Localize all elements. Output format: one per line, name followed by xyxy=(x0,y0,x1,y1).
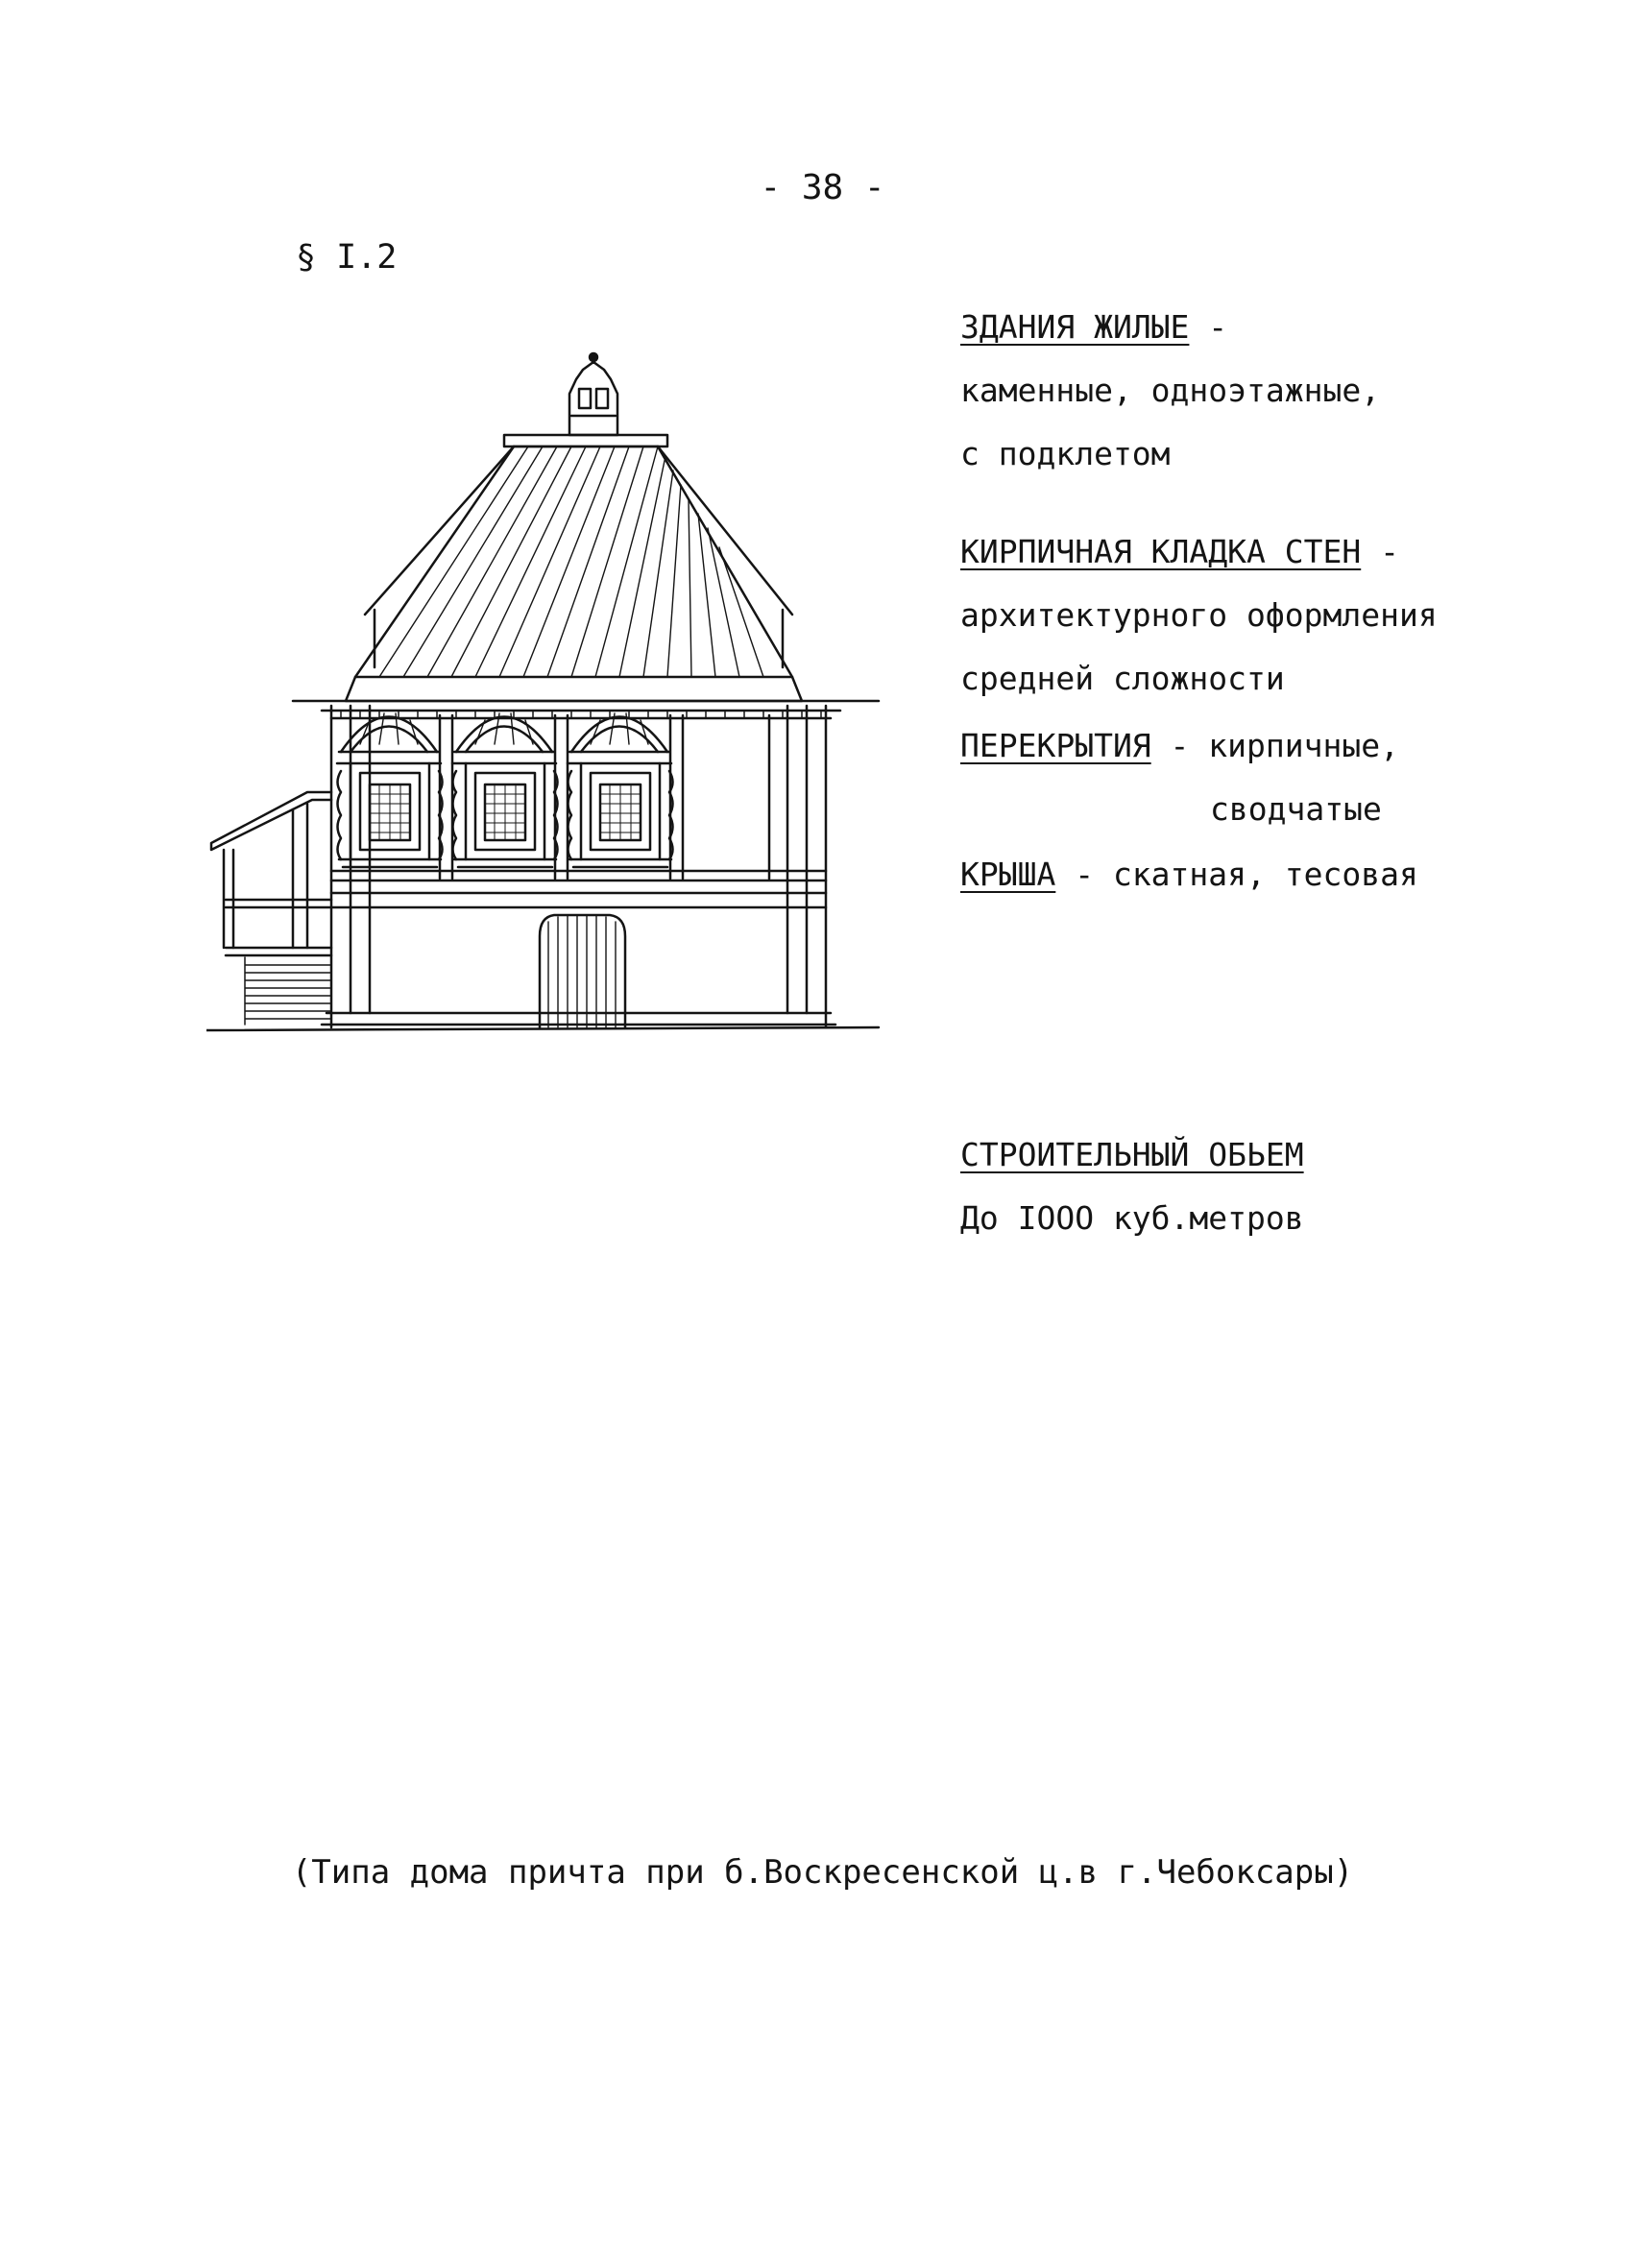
cupola-openings xyxy=(571,389,616,416)
volume-value: До IOOO куб.метров xyxy=(960,1199,1304,1237)
spec-heading-line xyxy=(960,520,1575,584)
page-number: - 38 - xyxy=(760,168,885,207)
window-right xyxy=(568,713,673,867)
ground-line xyxy=(206,1027,879,1030)
spec-heading: ПЕРЕКРЫТИЯ xyxy=(960,727,1151,764)
side-porch-stairs xyxy=(245,957,331,1025)
side-porch-roof xyxy=(211,792,331,850)
figure-caption: (Типа дома причта при б.Воскресенской ц.в г.Чебоксары) xyxy=(291,1853,1354,1892)
roof-slope xyxy=(355,446,792,677)
cupola-finial xyxy=(590,353,597,361)
spec-heading-line xyxy=(960,296,1575,359)
volume-heading: СТРОИТЕЛЬНЫЙ ОБЬЕМ xyxy=(960,1136,1304,1173)
window-center xyxy=(452,713,558,867)
window-pilasters xyxy=(440,715,769,879)
spec-line: каменные, одноэтажные, xyxy=(960,372,1381,409)
roof-outline xyxy=(346,677,802,701)
side-porch-rail xyxy=(226,900,331,955)
section-number: § I.2 xyxy=(296,238,398,277)
building-specifications xyxy=(960,296,1575,906)
spec-floors xyxy=(960,714,1575,841)
window-left xyxy=(337,713,443,867)
spec-heading-tail: - xyxy=(1189,308,1228,346)
floor-band xyxy=(331,871,826,907)
roof-boards xyxy=(379,446,763,677)
cellar-door xyxy=(540,915,625,1027)
spec-masonry xyxy=(960,520,1575,711)
house-elevation-drawing xyxy=(206,341,898,1042)
spec-heading-line xyxy=(960,843,1575,906)
spec-line: с подклетом xyxy=(960,435,1171,472)
spec-roof xyxy=(960,843,1575,906)
house-elevation-svg xyxy=(206,341,898,1042)
spec-heading: КИРПИЧНАЯ КЛАДКА СТЕН xyxy=(960,533,1362,570)
spec-line: архитектурного оформления xyxy=(960,596,1438,634)
spec-building-type xyxy=(960,296,1575,486)
plinth xyxy=(322,1013,835,1025)
cupola xyxy=(569,362,617,435)
cellar-door-boards xyxy=(548,916,616,1027)
cornice xyxy=(293,701,879,718)
spec-line: сводчатые xyxy=(1210,790,1382,828)
side-porch-posts xyxy=(224,804,307,948)
building-volume xyxy=(960,1123,1304,1250)
roof-ridge xyxy=(504,435,667,446)
spec-heading-tail: - xyxy=(1361,533,1399,570)
spec-heading-line xyxy=(960,714,1575,778)
spec-heading: КРЫША xyxy=(960,856,1056,893)
spec-heading-tail: - скатная, тесовая xyxy=(1055,856,1418,893)
spec-heading: ЗДАНИЯ ЖИЛЫЕ xyxy=(960,308,1190,346)
spec-line: средней сложности xyxy=(960,660,1285,697)
volume-heading-line xyxy=(960,1123,1304,1187)
spec-heading-tail: - кирпичные, xyxy=(1150,727,1399,764)
